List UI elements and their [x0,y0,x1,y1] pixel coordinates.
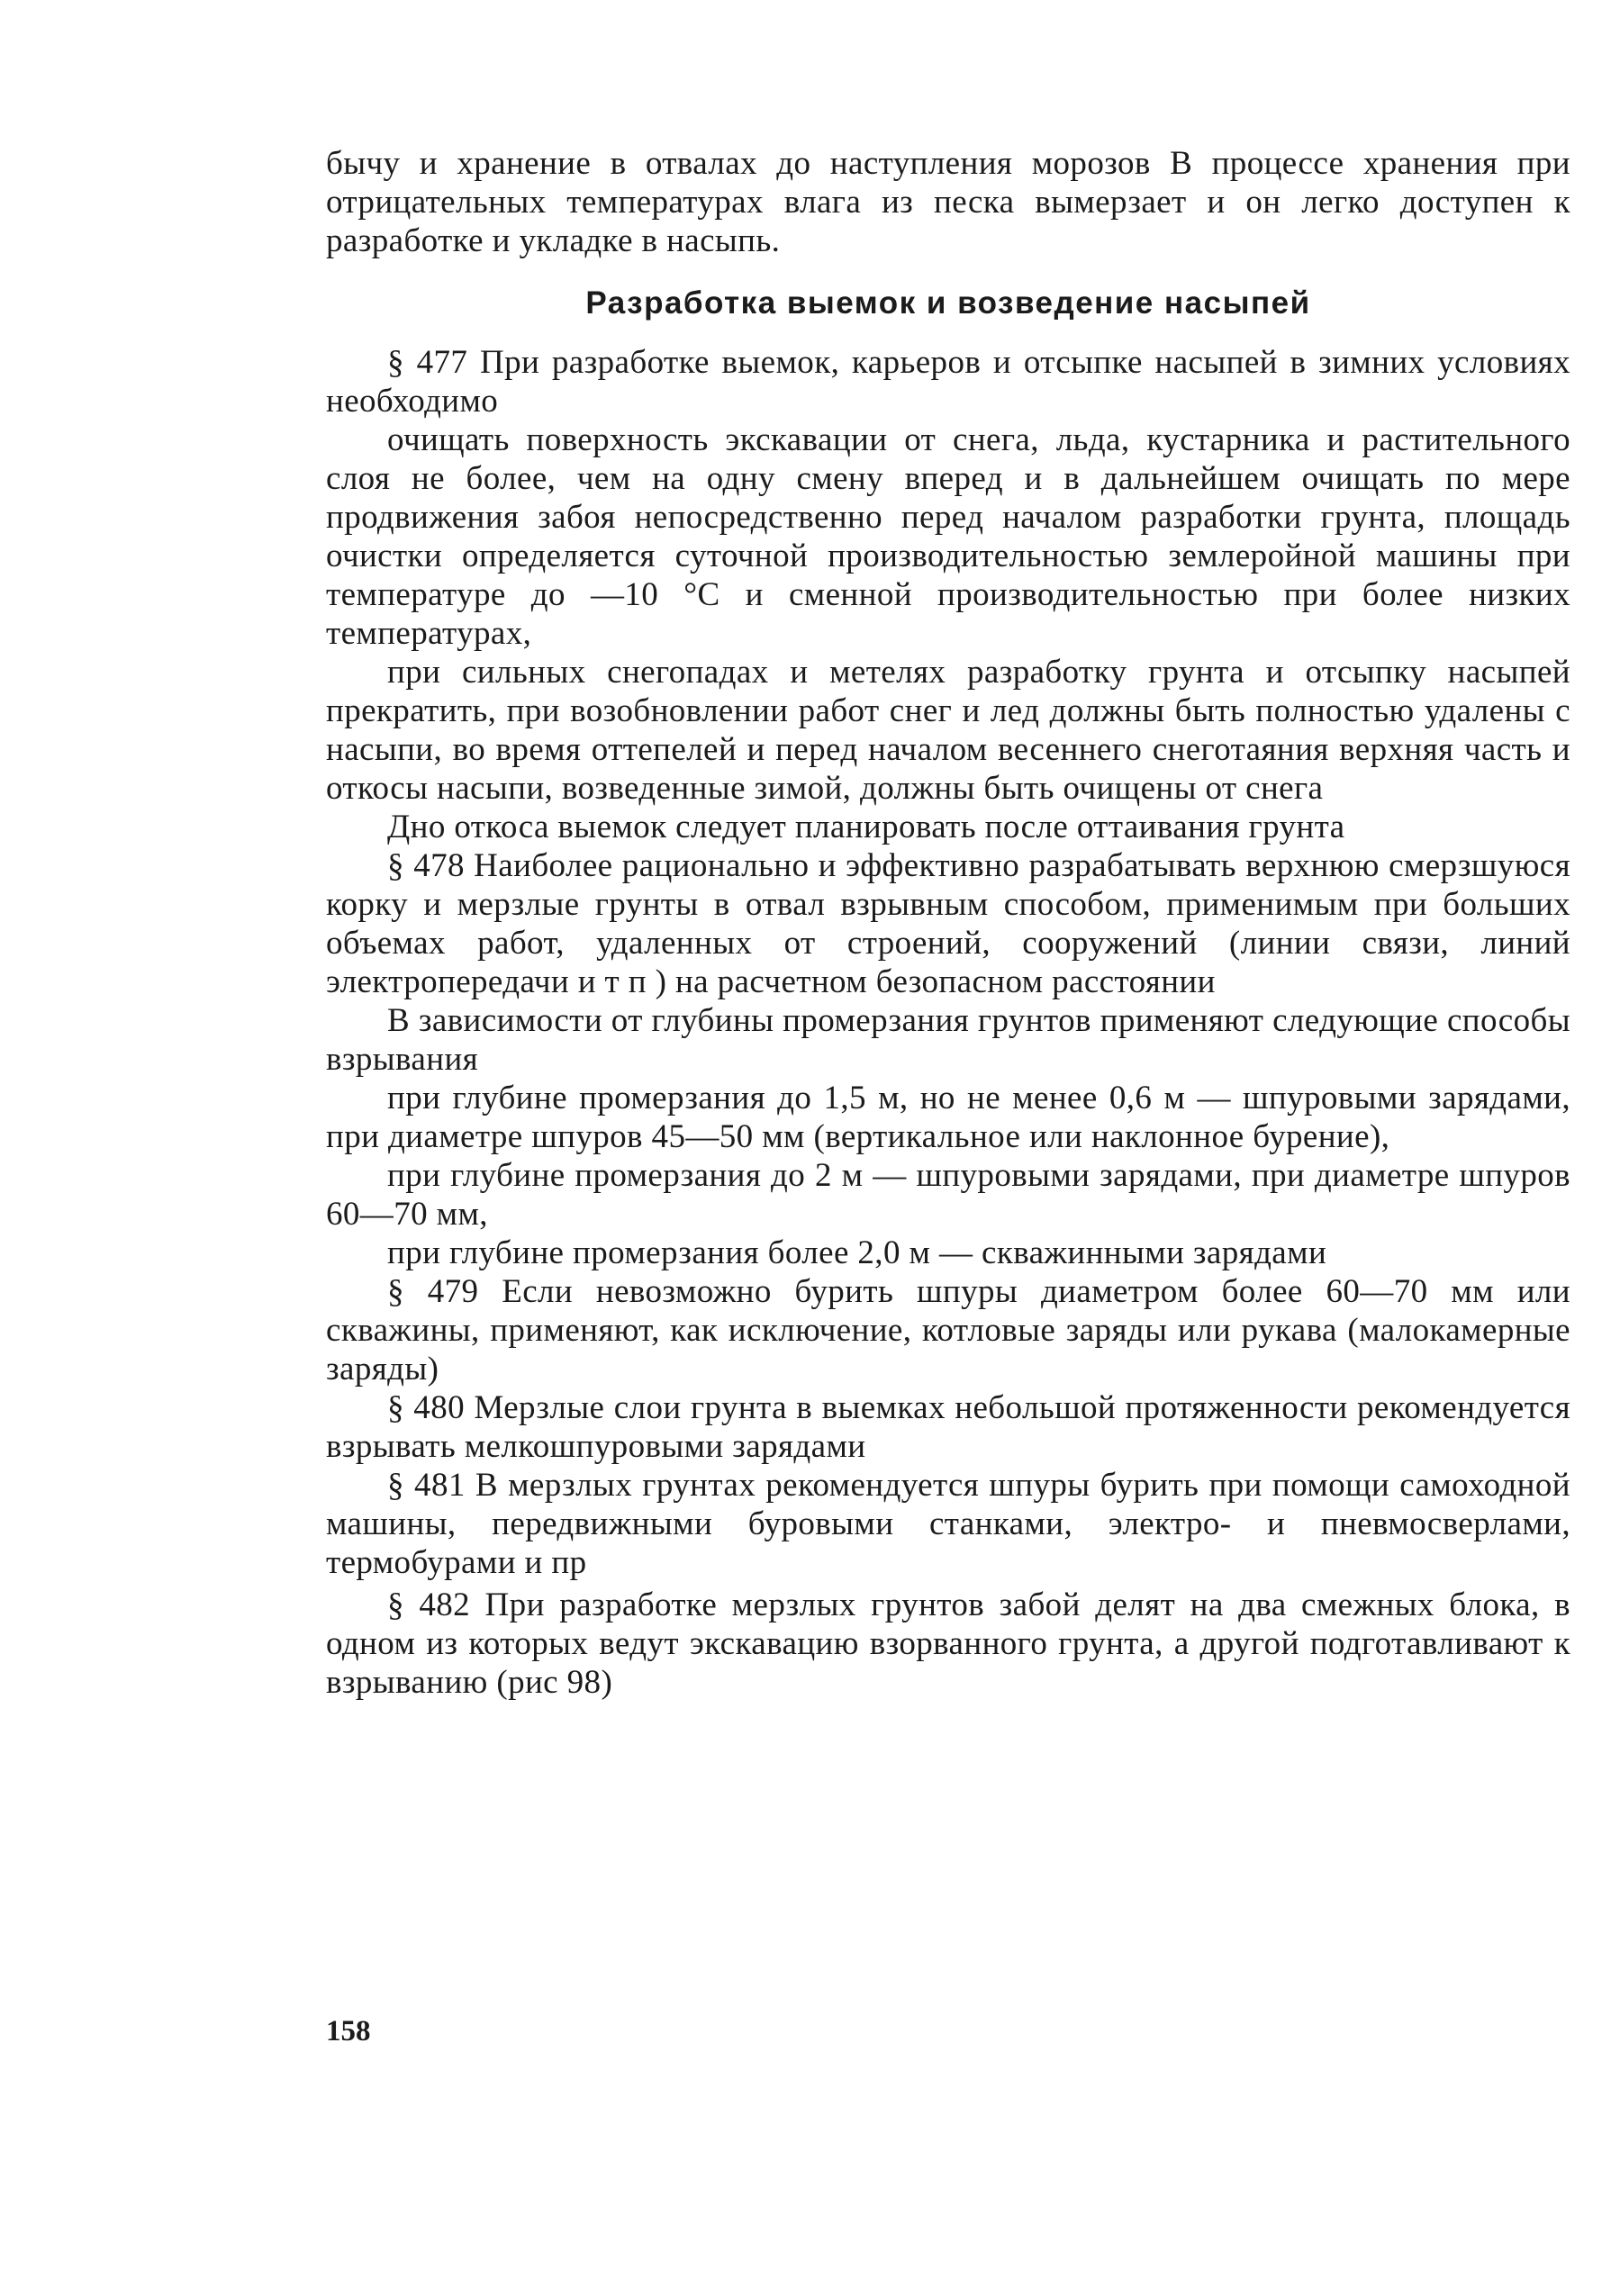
intro-paragraph: бычу и хранение в отвалах до наступления морозов В процессе хранения при отрицательных температурах влага из песка вымерзает и он легко доступен к разработке и укладке в насыпь. [326,145,1570,259]
paragraph-478-methods: В зависимости от глубины промерзания грунтов применяют следующие способы взрывания [326,1002,1570,1078]
paragraph-478-depth-2: при глубине промерзания до 2 м — шпуровыми зарядами, при диаметре шпуров 60—70 мм, [326,1157,1570,1233]
paragraph-478-depth-over-2: при глубине промерзания более 2,0 м — скважинными зарядами [387,1234,1327,1271]
body-text [326,144,1570,1702]
paragraph-477: § 477 При разработке выемок, карьеров и отсыпке насыпей в зимних условиях необходимо [326,344,1570,420]
paragraph-482: § 482 При разработке мерзлых грунтов забой делят на два смежных блока, в одном из которых ведут экскавацию взорванного грунта, а другой подготавливают к взрыванию (рис 98) [326,1586,1570,1701]
paragraph-478: § 478 Наиболее рационально и эффективно разрабатывать верхнюю смерзшуюся корку и мерзлые грунты в отвал взрывным способом, применимым при больших объемах работ, удаленных от строений, сооружений (линии связи, линий электропередачи и т п ) на расчетном безопасном расстоянии [326,847,1570,1000]
page-number: 158 [326,2015,371,2047]
section-heading: Разработка выемок и возведение насыпей [585,285,1311,321]
paragraph-481: § 481 В мерзлых грунтах рекомендуется шпуры бурить при помощи самоходной машины, передвижными буровыми станками, электро- и пневмосверлами, термобурами и пр [326,1467,1570,1581]
paragraph-478-depth-1-5: при глубине промерзания до 1,5 м, но не менее 0,6 м — шпуровыми зарядами, при диаметре шпуров 45—50 мм (вертикальное или наклонное бурение), [326,1080,1570,1155]
paragraph-477-clearing: очищать поверхность экскавации от снега, льда, кустарника и растительного слоя не более, чем на одну смену вперед и в дальнейшем очищать по мере продвижения забоя непосредственно перед началом разработки грунта, площадь очистки определяется суточной производительностью землеройной машины при температуре до —10 °С и сменной производительностью при более низких температурах, [326,421,1570,652]
paragraph-477-slope-bottom: Дно откоса выемок следует планировать после оттаивания грунта [387,809,1345,845]
paragraph-480: § 480 Мерзлые слои грунта в выемках небольшой протяженности рекомендуется взрывать мелкошпуровыми зарядами [326,1389,1570,1465]
paragraph-479: § 479 Если невозможно бурить шпуры диаметром более 60—70 мм или скважины, применяют, как исключение, котловые заряды или рукава (малокамерные заряды) [326,1273,1570,1388]
paragraph-477-snowfall: при сильных снегопадах и метелях разработку грунта и отсыпку насыпей прекратить, при возобновлении работ снег и лед должны быть полностью удалены с насыпи, во время оттепелей и перед началом весеннего снеготаяния верхняя часть и откосы насыпи, возведенные зимой, должны быть очищены от снега [326,654,1570,807]
